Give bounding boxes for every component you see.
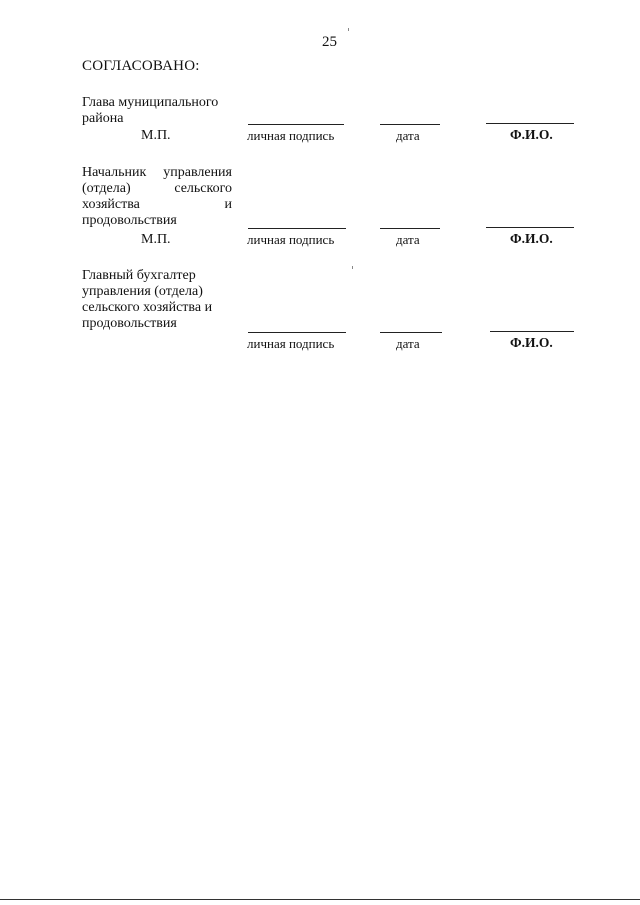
title-line: Глава муниципального bbox=[82, 95, 219, 110]
page-number: 25 bbox=[322, 34, 337, 50]
signature-line bbox=[248, 228, 346, 229]
title-word: (отдела) bbox=[82, 181, 131, 196]
date-caption: дата bbox=[396, 128, 420, 143]
name-line bbox=[486, 227, 574, 228]
signature-caption: личная подпись bbox=[247, 336, 335, 351]
title-line bbox=[82, 165, 232, 181]
approval-heading: СОГЛАСОВАНО: bbox=[82, 58, 200, 74]
title-line: управления (отдела) bbox=[82, 284, 203, 299]
stamp-place-label: М.П. bbox=[141, 232, 171, 247]
signature-caption: личная подпись bbox=[247, 232, 335, 247]
title-word: управления bbox=[163, 165, 232, 180]
date-line bbox=[380, 332, 442, 333]
title-line: продовольствия bbox=[82, 213, 177, 228]
name-line bbox=[490, 331, 574, 332]
name-caption: Ф.И.О. bbox=[510, 335, 553, 350]
date-line bbox=[380, 228, 440, 229]
title-word: Начальник bbox=[82, 165, 147, 180]
name-caption: Ф.И.О. bbox=[510, 231, 553, 246]
title-word: и bbox=[224, 197, 232, 212]
title-word: сельского bbox=[174, 181, 232, 196]
signature-caption: личная подпись bbox=[247, 128, 335, 143]
title-line: сельского хозяйства и bbox=[82, 300, 213, 315]
date-caption: дата bbox=[396, 336, 420, 351]
title-line: Главный бухгалтер bbox=[82, 268, 196, 283]
signature-line bbox=[248, 332, 346, 333]
title-line bbox=[82, 181, 232, 197]
title-word: хозяйства bbox=[82, 197, 140, 212]
date-caption: дата bbox=[396, 232, 420, 247]
title-line bbox=[82, 197, 232, 213]
name-line bbox=[486, 123, 574, 124]
page-bottom-edge bbox=[0, 899, 640, 900]
scan-speck bbox=[352, 266, 353, 269]
scan-speck bbox=[348, 28, 349, 31]
date-line bbox=[380, 124, 440, 125]
signatory-title-municipal-head bbox=[82, 95, 232, 127]
signatory-title-chief-accountant bbox=[82, 268, 232, 332]
name-caption: Ф.И.О. bbox=[510, 127, 553, 142]
title-line: района bbox=[82, 111, 124, 126]
signature-line bbox=[248, 124, 344, 125]
signatory-title-agriculture-head bbox=[82, 165, 232, 229]
stamp-place-label: М.П. bbox=[141, 128, 171, 143]
title-line: продовольствия bbox=[82, 316, 177, 331]
